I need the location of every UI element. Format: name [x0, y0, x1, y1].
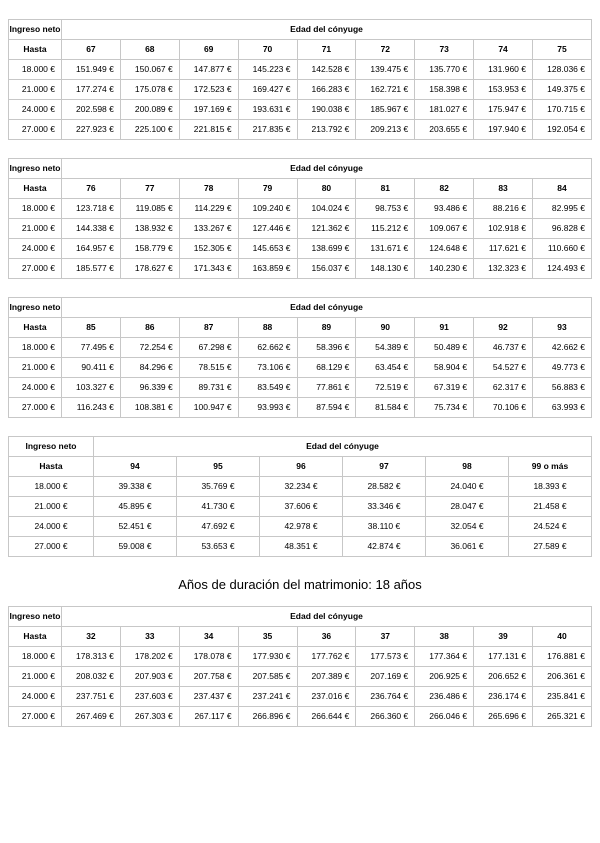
value-cell: 266.896 €	[238, 707, 297, 727]
value-cell: 45.895 €	[94, 497, 177, 517]
threshold-header: Hasta	[9, 318, 62, 338]
value-cell: 102.918 €	[474, 219, 533, 239]
value-cell: 151.949 €	[62, 60, 121, 80]
income-cell: 27.000 €	[9, 259, 62, 279]
value-cell: 267.303 €	[120, 707, 179, 727]
value-cell: 221.815 €	[179, 120, 238, 140]
value-cell: 266.360 €	[356, 707, 415, 727]
age-column-header: 32	[62, 627, 121, 647]
value-cell: 237.751 €	[62, 687, 121, 707]
value-cell: 59.008 €	[94, 537, 177, 557]
value-cell: 237.016 €	[297, 687, 356, 707]
table-row	[9, 687, 592, 707]
value-cell: 123.718 €	[62, 199, 121, 219]
table-header-row	[9, 159, 592, 179]
table-row	[9, 398, 592, 418]
value-cell: 237.241 €	[238, 687, 297, 707]
income-cell: 24.000 €	[9, 239, 62, 259]
value-cell: 140.230 €	[415, 259, 474, 279]
income-cell: 24.000 €	[9, 687, 62, 707]
age-column-header: 93	[533, 318, 592, 338]
value-cell: 78.515 €	[179, 358, 238, 378]
income-cell: 24.000 €	[9, 517, 94, 537]
value-cell: 156.037 €	[297, 259, 356, 279]
value-cell: 207.903 €	[120, 667, 179, 687]
value-cell: 28.582 €	[343, 477, 426, 497]
value-cell: 98.753 €	[356, 199, 415, 219]
value-cell: 124.648 €	[415, 239, 474, 259]
value-cell: 147.877 €	[179, 60, 238, 80]
value-cell: 145.653 €	[238, 239, 297, 259]
value-cell: 166.283 €	[297, 80, 356, 100]
value-cell: 90.411 €	[62, 358, 121, 378]
age-column-header: 75	[533, 40, 592, 60]
spouse-age-table	[8, 297, 592, 418]
age-column-header: 38	[415, 627, 474, 647]
value-cell: 115.212 €	[356, 219, 415, 239]
value-cell: 67.298 €	[179, 338, 238, 358]
table-row	[9, 378, 592, 398]
value-cell: 47.692 €	[177, 517, 260, 537]
table-row	[9, 358, 592, 378]
value-cell: 207.758 €	[179, 667, 238, 687]
age-column-header: 35	[238, 627, 297, 647]
threshold-header: Hasta	[9, 179, 62, 199]
value-cell: 116.243 €	[62, 398, 121, 418]
value-cell: 114.229 €	[179, 199, 238, 219]
age-column-header: 76	[62, 179, 121, 199]
age-columns-row	[9, 179, 592, 199]
table-row	[9, 100, 592, 120]
value-cell: 128.036 €	[533, 60, 592, 80]
value-cell: 42.978 €	[260, 517, 343, 537]
income-cell: 27.000 €	[9, 707, 62, 727]
value-cell: 75.734 €	[415, 398, 474, 418]
table-row	[9, 497, 592, 517]
value-cell: 89.731 €	[179, 378, 238, 398]
value-cell: 73.106 €	[238, 358, 297, 378]
age-column-header: 81	[356, 179, 415, 199]
value-cell: 265.696 €	[474, 707, 533, 727]
value-cell: 177.762 €	[297, 647, 356, 667]
value-cell: 178.202 €	[120, 647, 179, 667]
age-column-header: 82	[415, 179, 474, 199]
value-cell: 81.584 €	[356, 398, 415, 418]
value-cell: 93.486 €	[415, 199, 474, 219]
value-cell: 236.174 €	[474, 687, 533, 707]
income-cell: 21.000 €	[9, 80, 62, 100]
age-column-header: 72	[356, 40, 415, 60]
table-header-row	[9, 298, 592, 318]
value-cell: 62.317 €	[474, 378, 533, 398]
value-cell: 36.061 €	[426, 537, 509, 557]
spouse-age-table	[8, 436, 592, 557]
table-header-row	[9, 20, 592, 40]
value-cell: 21.458 €	[509, 497, 592, 517]
age-column-header: 67	[62, 40, 121, 60]
income-cell: 24.000 €	[9, 378, 62, 398]
table-row	[9, 667, 592, 687]
value-cell: 158.398 €	[415, 80, 474, 100]
value-cell: 103.327 €	[62, 378, 121, 398]
value-cell: 185.577 €	[62, 259, 121, 279]
income-cell: 18.000 €	[9, 338, 62, 358]
income-header: Ingreso neto	[9, 20, 62, 40]
age-column-header: 71	[297, 40, 356, 60]
value-cell: 163.859 €	[238, 259, 297, 279]
value-cell: 132.323 €	[474, 259, 533, 279]
age-column-header: 97	[343, 457, 426, 477]
income-cell: 18.000 €	[9, 199, 62, 219]
age-group-header: Edad del cónyuge	[62, 159, 592, 179]
age-columns-row	[9, 40, 592, 60]
age-column-header: 91	[415, 318, 474, 338]
table-row	[9, 60, 592, 80]
table-row	[9, 477, 592, 497]
value-cell: 178.627 €	[120, 259, 179, 279]
age-column-header: 87	[179, 318, 238, 338]
value-cell: 109.067 €	[415, 219, 474, 239]
income-cell: 18.000 €	[9, 647, 62, 667]
value-cell: 177.930 €	[238, 647, 297, 667]
age-column-header: 96	[260, 457, 343, 477]
value-cell: 148.130 €	[356, 259, 415, 279]
value-cell: 138.932 €	[120, 219, 179, 239]
age-column-header: 40	[533, 627, 592, 647]
table-row	[9, 80, 592, 100]
value-cell: 265.321 €	[533, 707, 592, 727]
value-cell: 208.032 €	[62, 667, 121, 687]
income-cell: 18.000 €	[9, 477, 94, 497]
age-column-header: 80	[297, 179, 356, 199]
age-column-header: 34	[179, 627, 238, 647]
age-column-header: 90	[356, 318, 415, 338]
value-cell: 207.585 €	[238, 667, 297, 687]
income-cell: 18.000 €	[9, 60, 62, 80]
income-cell: 27.000 €	[9, 120, 62, 140]
age-column-header: 77	[120, 179, 179, 199]
value-cell: 206.652 €	[474, 667, 533, 687]
age-column-header: 83	[474, 179, 533, 199]
spouse-age-tables-after-heading	[0, 606, 600, 727]
age-column-header: 68	[120, 40, 179, 60]
value-cell: 197.169 €	[179, 100, 238, 120]
value-cell: 24.524 €	[509, 517, 592, 537]
value-cell: 38.110 €	[343, 517, 426, 537]
value-cell: 237.603 €	[120, 687, 179, 707]
age-column-header: 39	[474, 627, 533, 647]
value-cell: 62.662 €	[238, 338, 297, 358]
value-cell: 237.437 €	[179, 687, 238, 707]
value-cell: 131.671 €	[356, 239, 415, 259]
value-cell: 177.131 €	[474, 647, 533, 667]
age-column-header: 74	[474, 40, 533, 60]
table-row	[9, 647, 592, 667]
age-column-header: 86	[120, 318, 179, 338]
value-cell: 175.078 €	[120, 80, 179, 100]
age-column-header: 69	[179, 40, 238, 60]
table-header-row	[9, 437, 592, 457]
value-cell: 207.169 €	[356, 667, 415, 687]
value-cell: 35.769 €	[177, 477, 260, 497]
value-cell: 121.362 €	[297, 219, 356, 239]
value-cell: 217.835 €	[238, 120, 297, 140]
income-cell: 21.000 €	[9, 358, 62, 378]
age-columns-row	[9, 627, 592, 647]
marriage-duration-heading: Años de duración del matrimonio: 18 años	[178, 577, 422, 592]
age-column-header: 73	[415, 40, 474, 60]
age-column-header: 95	[177, 457, 260, 477]
age-column-header: 89	[297, 318, 356, 338]
value-cell: 41.730 €	[177, 497, 260, 517]
value-cell: 267.469 €	[62, 707, 121, 727]
value-cell: 144.338 €	[62, 219, 121, 239]
value-cell: 176.881 €	[533, 647, 592, 667]
table-row	[9, 707, 592, 727]
value-cell: 162.721 €	[356, 80, 415, 100]
value-cell: 236.764 €	[356, 687, 415, 707]
value-cell: 42.662 €	[533, 338, 592, 358]
value-cell: 54.389 €	[356, 338, 415, 358]
table-row	[9, 219, 592, 239]
value-cell: 58.904 €	[415, 358, 474, 378]
value-cell: 33.346 €	[343, 497, 426, 517]
age-column-header: 85	[62, 318, 121, 338]
value-cell: 42.874 €	[343, 537, 426, 557]
value-cell: 236.486 €	[415, 687, 474, 707]
value-cell: 84.296 €	[120, 358, 179, 378]
value-cell: 108.381 €	[120, 398, 179, 418]
value-cell: 124.493 €	[533, 259, 592, 279]
value-cell: 139.475 €	[356, 60, 415, 80]
age-column-header: 33	[120, 627, 179, 647]
age-column-header: 78	[179, 179, 238, 199]
value-cell: 266.644 €	[297, 707, 356, 727]
age-column-header: 79	[238, 179, 297, 199]
value-cell: 28.047 €	[426, 497, 509, 517]
value-cell: 190.038 €	[297, 100, 356, 120]
value-cell: 50.489 €	[415, 338, 474, 358]
value-cell: 177.364 €	[415, 647, 474, 667]
age-group-header: Edad del cónyuge	[62, 20, 592, 40]
age-column-header: 70	[238, 40, 297, 60]
income-cell: 21.000 €	[9, 497, 94, 517]
value-cell: 32.054 €	[426, 517, 509, 537]
value-cell: 93.993 €	[238, 398, 297, 418]
value-cell: 145.223 €	[238, 60, 297, 80]
value-cell: 83.549 €	[238, 378, 297, 398]
value-cell: 77.495 €	[62, 338, 121, 358]
value-cell: 177.573 €	[356, 647, 415, 667]
income-header: Ingreso neto	[9, 437, 94, 457]
value-cell: 72.254 €	[120, 338, 179, 358]
value-cell: 227.923 €	[62, 120, 121, 140]
value-cell: 266.046 €	[415, 707, 474, 727]
value-cell: 149.375 €	[533, 80, 592, 100]
value-cell: 142.528 €	[297, 60, 356, 80]
income-cell: 27.000 €	[9, 398, 62, 418]
income-header: Ingreso neto	[9, 298, 62, 318]
value-cell: 202.598 €	[62, 100, 121, 120]
value-cell: 153.953 €	[474, 80, 533, 100]
value-cell: 70.106 €	[474, 398, 533, 418]
value-cell: 177.274 €	[62, 80, 121, 100]
spouse-age-tables-before-heading	[0, 19, 600, 557]
age-column-header: 84	[533, 179, 592, 199]
value-cell: 152.305 €	[179, 239, 238, 259]
value-cell: 127.446 €	[238, 219, 297, 239]
value-cell: 138.699 €	[297, 239, 356, 259]
value-cell: 39.338 €	[94, 477, 177, 497]
value-cell: 178.078 €	[179, 647, 238, 667]
age-column-header: 98	[426, 457, 509, 477]
value-cell: 200.089 €	[120, 100, 179, 120]
value-cell: 49.773 €	[533, 358, 592, 378]
threshold-header: Hasta	[9, 457, 94, 477]
value-cell: 185.967 €	[356, 100, 415, 120]
age-column-header: 94	[94, 457, 177, 477]
value-cell: 58.396 €	[297, 338, 356, 358]
threshold-header: Hasta	[9, 40, 62, 60]
value-cell: 46.737 €	[474, 338, 533, 358]
income-cell: 21.000 €	[9, 219, 62, 239]
value-cell: 172.523 €	[179, 80, 238, 100]
value-cell: 18.393 €	[509, 477, 592, 497]
value-cell: 207.389 €	[297, 667, 356, 687]
table-row	[9, 338, 592, 358]
value-cell: 164.957 €	[62, 239, 121, 259]
value-cell: 203.655 €	[415, 120, 474, 140]
value-cell: 27.589 €	[509, 537, 592, 557]
value-cell: 235.841 €	[533, 687, 592, 707]
table-row	[9, 259, 592, 279]
value-cell: 87.594 €	[297, 398, 356, 418]
value-cell: 109.240 €	[238, 199, 297, 219]
age-group-header: Edad del cónyuge	[62, 607, 592, 627]
age-column-header: 37	[356, 627, 415, 647]
value-cell: 170.715 €	[533, 100, 592, 120]
value-cell: 67.319 €	[415, 378, 474, 398]
value-cell: 206.361 €	[533, 667, 592, 687]
value-cell: 178.313 €	[62, 647, 121, 667]
value-cell: 52.451 €	[94, 517, 177, 537]
value-cell: 54.527 €	[474, 358, 533, 378]
table-row	[9, 120, 592, 140]
value-cell: 213.792 €	[297, 120, 356, 140]
income-cell: 24.000 €	[9, 100, 62, 120]
value-cell: 131.960 €	[474, 60, 533, 80]
value-cell: 68.129 €	[297, 358, 356, 378]
income-cell: 21.000 €	[9, 667, 62, 687]
value-cell: 133.267 €	[179, 219, 238, 239]
age-column-header: 99 o más	[509, 457, 592, 477]
value-cell: 32.234 €	[260, 477, 343, 497]
value-cell: 104.024 €	[297, 199, 356, 219]
value-cell: 96.828 €	[533, 219, 592, 239]
value-cell: 158.779 €	[120, 239, 179, 259]
value-cell: 88.216 €	[474, 199, 533, 219]
value-cell: 197.940 €	[474, 120, 533, 140]
value-cell: 56.883 €	[533, 378, 592, 398]
age-column-header: 36	[297, 627, 356, 647]
table-row	[9, 199, 592, 219]
age-columns-row	[9, 318, 592, 338]
value-cell: 63.993 €	[533, 398, 592, 418]
value-cell: 181.027 €	[415, 100, 474, 120]
value-cell: 193.631 €	[238, 100, 297, 120]
spouse-age-table	[8, 606, 592, 727]
value-cell: 225.100 €	[120, 120, 179, 140]
age-column-header: 88	[238, 318, 297, 338]
value-cell: 53.653 €	[177, 537, 260, 557]
value-cell: 192.054 €	[533, 120, 592, 140]
threshold-header: Hasta	[9, 627, 62, 647]
table-row	[9, 537, 592, 557]
value-cell: 63.454 €	[356, 358, 415, 378]
income-header: Ingreso neto	[9, 159, 62, 179]
value-cell: 96.339 €	[120, 378, 179, 398]
value-cell: 48.351 €	[260, 537, 343, 557]
table-row	[9, 517, 592, 537]
value-cell: 135.770 €	[415, 60, 474, 80]
value-cell: 175.947 €	[474, 100, 533, 120]
value-cell: 169.427 €	[238, 80, 297, 100]
value-cell: 24.040 €	[426, 477, 509, 497]
value-cell: 100.947 €	[179, 398, 238, 418]
value-cell: 206.925 €	[415, 667, 474, 687]
value-cell: 77.861 €	[297, 378, 356, 398]
value-cell: 82.995 €	[533, 199, 592, 219]
value-cell: 72.519 €	[356, 378, 415, 398]
value-cell: 209.213 €	[356, 120, 415, 140]
spouse-age-table	[8, 19, 592, 140]
age-group-header: Edad del cónyuge	[62, 298, 592, 318]
spouse-age-table	[8, 158, 592, 279]
age-column-header: 92	[474, 318, 533, 338]
income-cell: 27.000 €	[9, 537, 94, 557]
table-row	[9, 239, 592, 259]
value-cell: 267.117 €	[179, 707, 238, 727]
value-cell: 171.343 €	[179, 259, 238, 279]
age-columns-row	[9, 457, 592, 477]
value-cell: 37.606 €	[260, 497, 343, 517]
income-header: Ingreso neto	[9, 607, 62, 627]
value-cell: 119.085 €	[120, 199, 179, 219]
value-cell: 117.621 €	[474, 239, 533, 259]
table-header-row	[9, 607, 592, 627]
value-cell: 110.660 €	[533, 239, 592, 259]
value-cell: 150.067 €	[120, 60, 179, 80]
age-group-header: Edad del cónyuge	[94, 437, 592, 457]
